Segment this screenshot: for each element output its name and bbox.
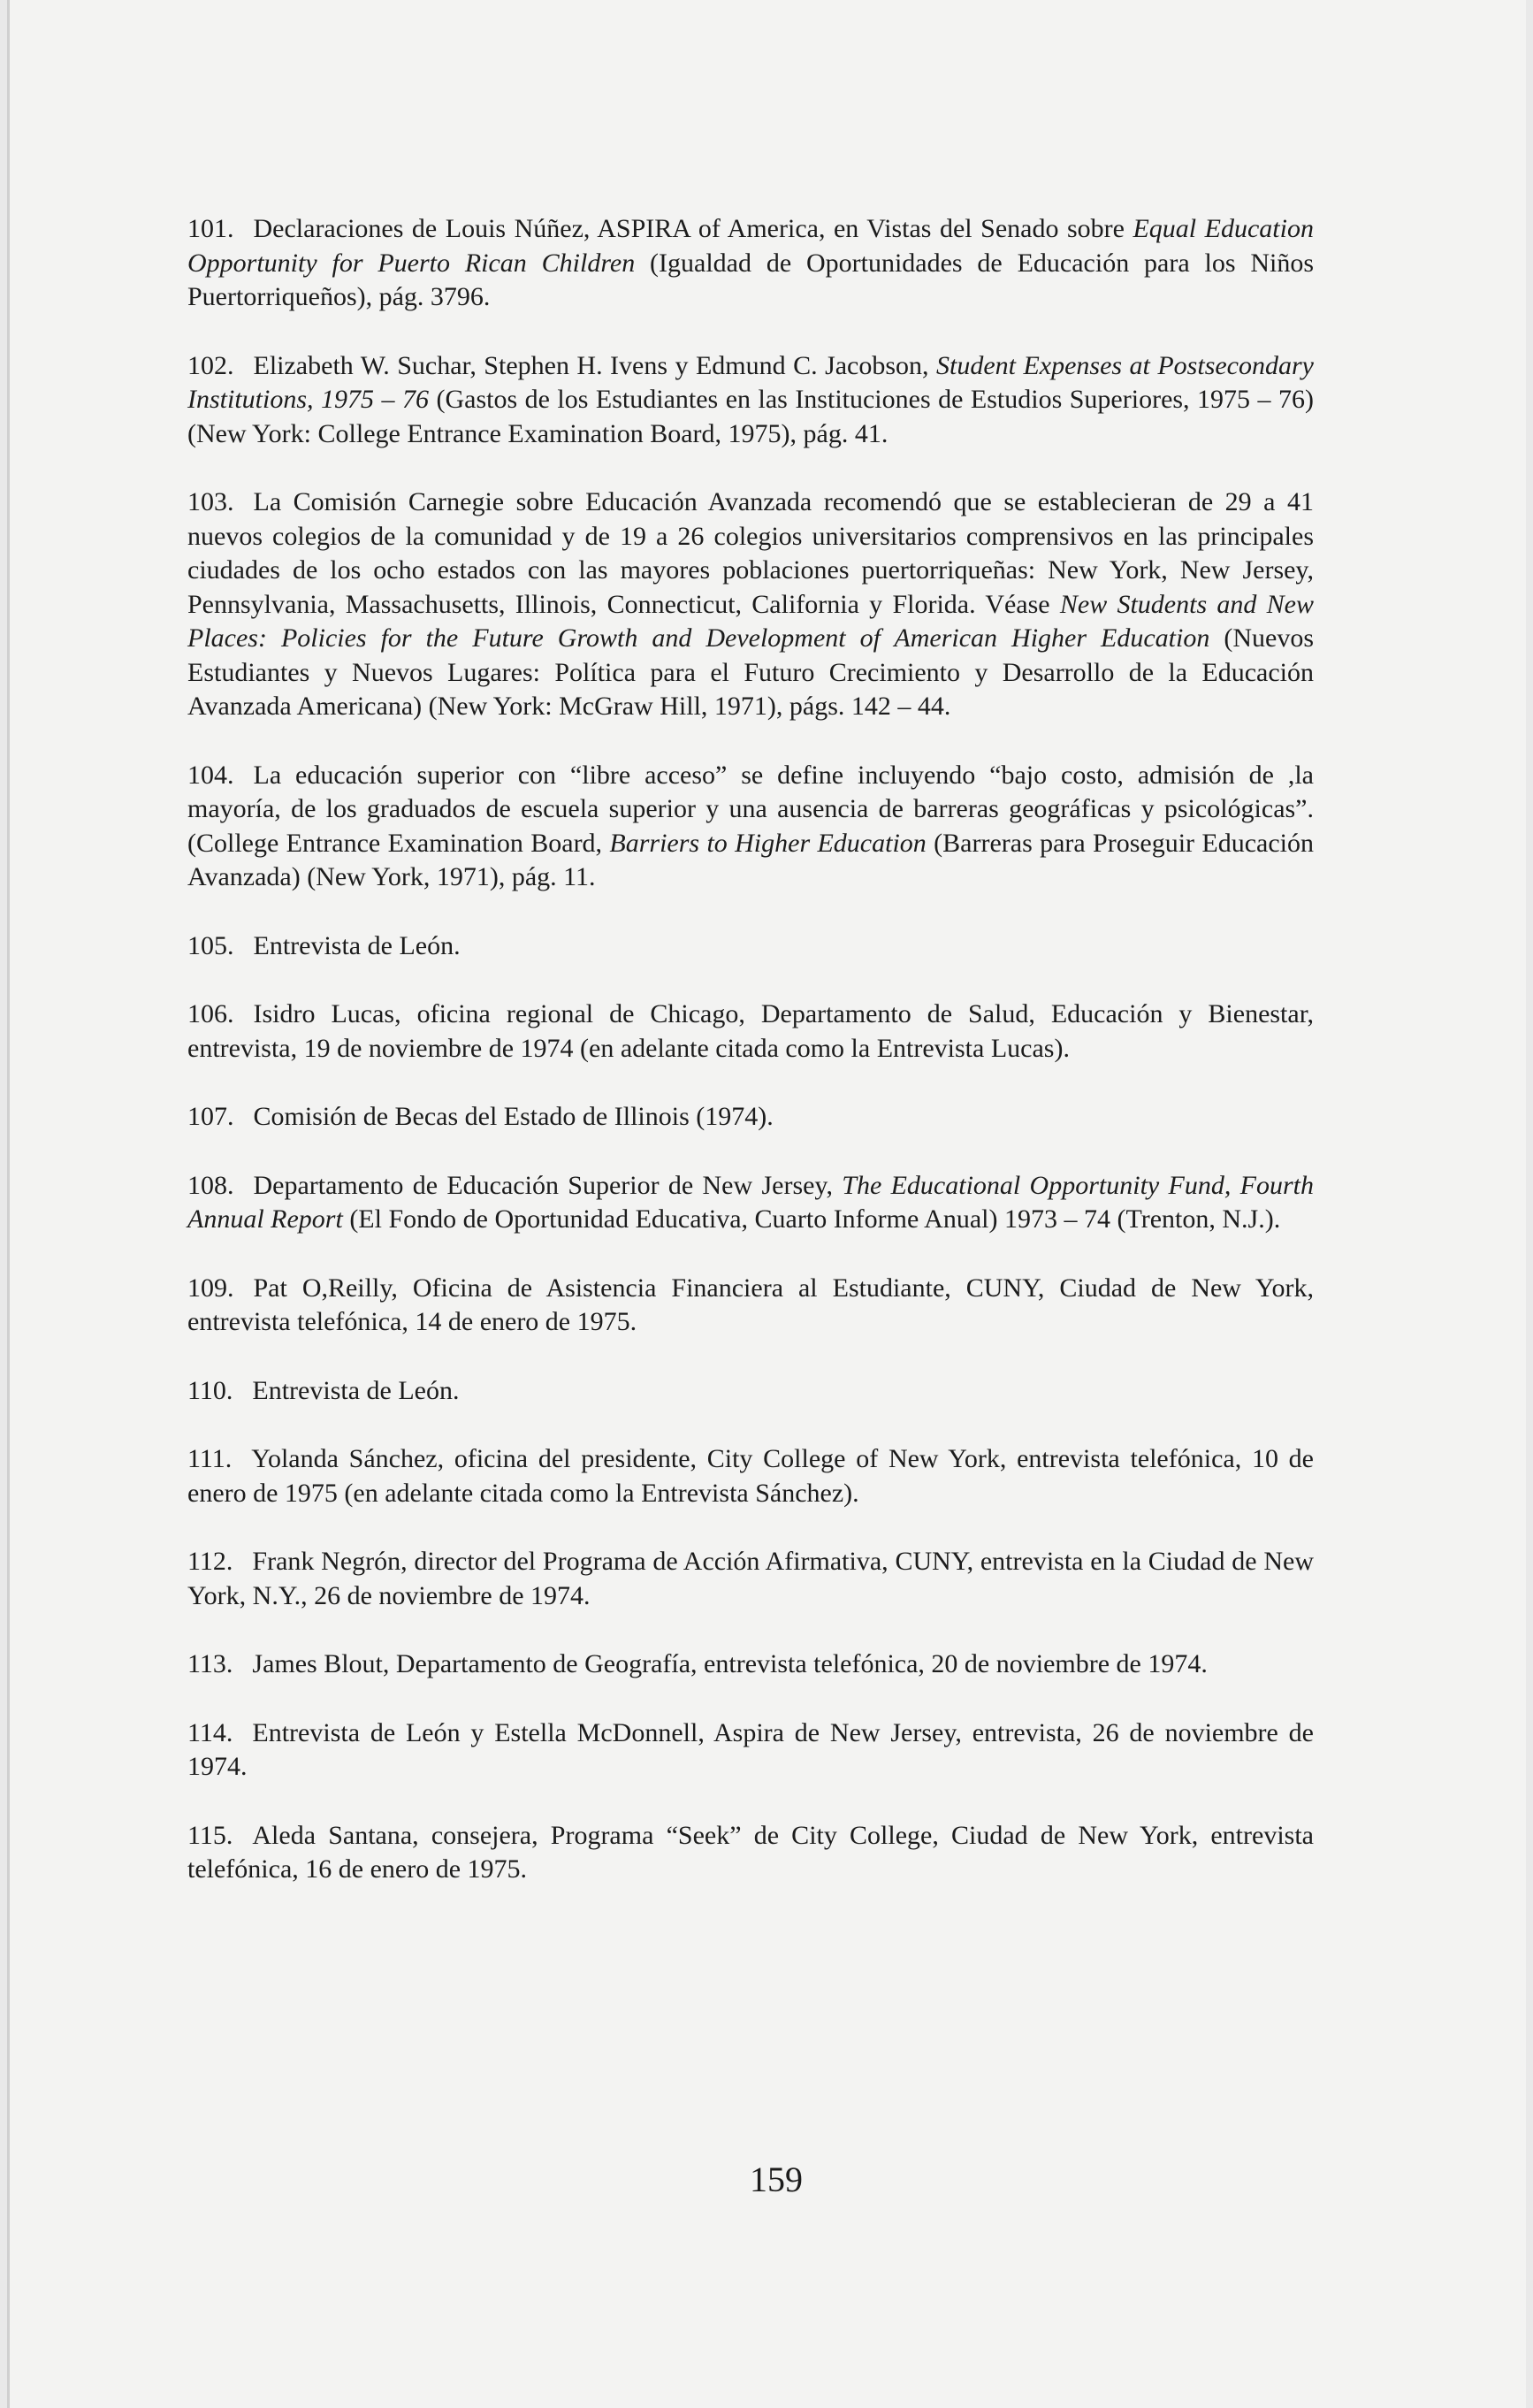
endnote-text: Frank Negrón, director del Programa de Acción Afirmativa, CUNY, entrevista en la Ciudad de New York, N.Y., 26 de noviembre de 1974. <box>187 1547 1314 1610</box>
endnote-text: La Comisión Carnegie sobre Educación Avanzada recomendó que se establecieran de 29 a 41 nuevos colegios de la comunidad y de 19 a 26 colegios universitarios comprensivos en las principales ciudades de los ocho estados con las mayores poblaciones puertorriqueñas: New York, New Jersey, Pennsylvania, Massachusetts, Illinois, Connecticut, California y Florida. Véase <box>187 487 1314 619</box>
endnote-number: 113. <box>187 1649 233 1678</box>
endnote-text: Comisión de Becas del Estado de Illinois (1974). <box>253 1102 774 1131</box>
endnote <box>187 1716 1314 1785</box>
endnote-number: 108. <box>187 1170 234 1200</box>
endnote-number: 111. <box>187 1444 233 1473</box>
endnote-number: 112. <box>187 1547 233 1576</box>
endnote-text: Elizabeth W. Suchar, Stephen H. Ivens y Edmund C. Jacobson, <box>253 350 937 380</box>
endnote <box>187 1442 1314 1510</box>
endnote-title-italic: Student Expenses at Postsecondary Institutions, 1975 – 76 <box>187 350 1314 414</box>
page-number: 159 <box>750 2160 803 2199</box>
endnote-number: 101. <box>187 214 234 243</box>
endnote <box>187 349 1314 452</box>
endnote-text: (El Fondo de Oportunidad Educativa, Cuarto Informe Anual) 1973 – 74 (Trenton, N.J.). <box>342 1204 1281 1234</box>
endnote <box>187 212 1314 315</box>
endnote <box>187 1100 1314 1135</box>
endnote-title-italic: The Educational Opportunity Fund, Fourth Annual Report <box>187 1170 1314 1234</box>
document-page <box>7 0 1526 2408</box>
endnote <box>187 1374 1314 1409</box>
endnote-text: La educación superior con “libre acceso” se define incluyendo “bajo costo, admisión de ,la mayoría, de los graduados de escuela superior y una ausencia de barreras geográficas y psicológicas”. (College Entrance Examination Board, <box>187 760 1314 858</box>
endnote <box>187 1272 1314 1340</box>
endnote <box>187 1647 1314 1682</box>
endnote-text: (Nuevos Estudiantes y Nuevos Lugares: Política para el Futuro Crecimiento y Desarrollo de la Educación Avanzada Americana) (New York: McGraw Hill, 1971), págs. 142 – 44. <box>187 623 1314 721</box>
endnote-number: 115. <box>187 1820 233 1850</box>
endnote-text: Yolanda Sánchez, oficina del presidente, City College of New York, entrevista telefónica, 10 de enero de 1975 (en adelante citada como la Entrevista Sánchez). <box>187 1444 1314 1508</box>
endnote-text: Entrevista de León. <box>252 1375 460 1405</box>
endnote-text: Entrevista de León y Estella McDonnell, Aspira de New Jersey, entrevista, 26 de noviembre de 1974. <box>187 1717 1314 1781</box>
endnote <box>187 759 1314 895</box>
endnote-text: Departamento de Educación Superior de New Jersey, <box>253 1170 843 1200</box>
endnote-number: 105. <box>187 930 234 960</box>
endnote-text: James Blout, Departamento de Geografía, entrevista telefónica, 20 de noviembre de 1974. <box>252 1649 1208 1678</box>
endnotes-list <box>187 212 1314 1922</box>
endnote-title-italic: Barriers to Higher Education <box>609 828 927 858</box>
endnote <box>187 1819 1314 1887</box>
endnote-number: 114. <box>187 1717 233 1747</box>
endnote-number: 110. <box>187 1375 233 1405</box>
endnote-number: 104. <box>187 760 234 790</box>
endnote-text: Isidro Lucas, oficina regional de Chicago, Departamento de Salud, Educación y Bienestar, entrevista, 19 de noviembre de 1974 (en adelante citada como la Entrevista Lucas). <box>187 999 1314 1063</box>
endnote-text: (Barreras para Proseguir Educación Avanzada) (New York, 1971), pág. 11. <box>187 828 1315 891</box>
endnote <box>187 485 1314 724</box>
endnote <box>187 998 1314 1066</box>
endnote-text: Aleda Santana, consejera, Programa “Seek” de City College, Ciudad de New York, entrevista telefónica, 16 de enero de 1975. <box>187 1820 1314 1884</box>
endnote-text: (Gastos de los Estudiantes en las Instituciones de Estudios Superiores, 1975 – 76) (New York: College Entrance Examination Board, 1975), pág. 41. <box>187 385 1315 448</box>
endnote-text: Declaraciones de Louis Núñez, ASPIRA of America, en Vistas del Senado sobre <box>253 214 1133 243</box>
endnote-title-italic: Equal Education Opportunity for Puerto Rican Children <box>187 214 1314 278</box>
endnote-title-italic: New Students and New Places: Policies for the Future Growth and Development of American Higher Education <box>187 589 1314 653</box>
endnote <box>187 929 1314 964</box>
endnote-number: 102. <box>187 350 234 380</box>
endnote-number: 106. <box>187 999 234 1028</box>
endnote-text: Pat O,Reilly, Oficina de Asistencia Financiera al Estudiante, CUNY, Ciudad de New York, entrevista telefónica, 14 de enero de 1975. <box>187 1273 1314 1336</box>
endnote-text: Entrevista de León. <box>253 930 461 960</box>
endnote <box>187 1545 1314 1613</box>
endnote-text: (Igualdad de Oportunidades de Educación para los Niños Puertorriqueños), pág. 3796. <box>187 248 1315 311</box>
endnote <box>187 1169 1314 1237</box>
endnote-number: 109. <box>187 1273 234 1303</box>
endnote-number: 103. <box>187 487 234 516</box>
endnote-number: 107. <box>187 1102 234 1131</box>
